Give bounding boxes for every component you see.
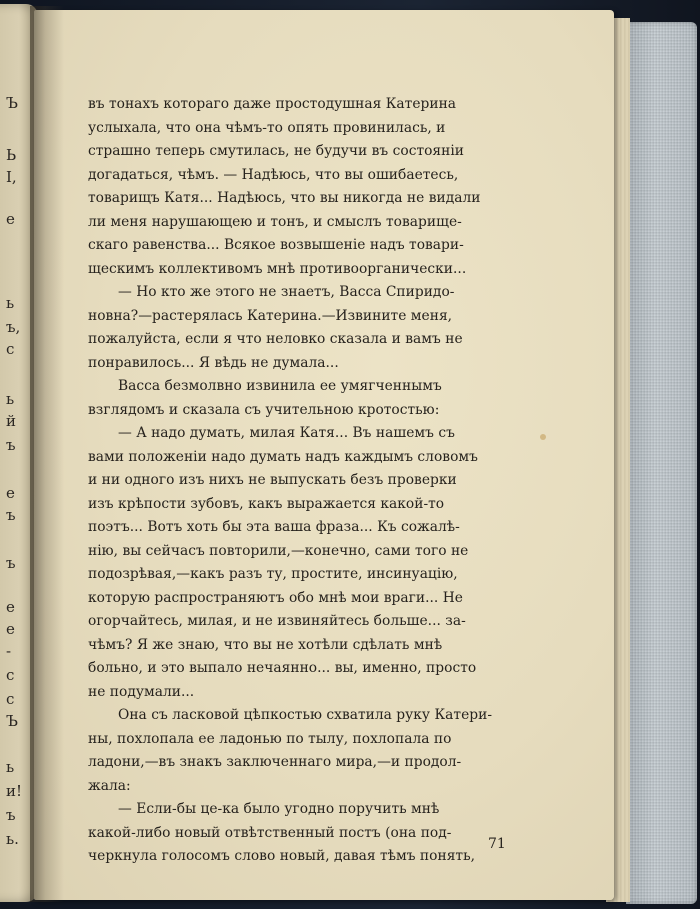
- left-fragment: с: [6, 340, 15, 358]
- left-fragment: ь: [6, 294, 15, 312]
- text-line: какой-либо новый отвѣтственный постъ (она под-: [88, 824, 452, 841]
- left-fragment: й: [6, 412, 16, 430]
- text-line: страшно теперь смутилась, не будучи въ состояніи: [88, 143, 465, 159]
- text-line: черкнула голосомъ слово новый, давая тѣмъ понять,: [88, 848, 476, 864]
- left-fragment: е: [6, 598, 15, 616]
- text-line: новна?—растерялась Катерина.—Извините меня,: [88, 307, 453, 324]
- left-fragment: е: [6, 210, 15, 228]
- left-fragment: ъ: [6, 436, 16, 454]
- text-line: Она съ ласковой цѣпкостью схватила руку Катери-: [118, 707, 493, 723]
- left-fragment: Ь: [6, 146, 17, 164]
- text-line: щескимъ коллективомъ мнѣ противоорганически...: [88, 260, 467, 277]
- left-fragment: ь: [6, 758, 15, 776]
- left-fragment: ъ: [6, 506, 16, 524]
- left-fragment: -: [6, 642, 12, 660]
- text-line: нію, вы сейчасъ повторили,—конечно, сами того не: [88, 542, 469, 559]
- left-fragment: ъ: [6, 554, 16, 572]
- page-gutter-shadow: [30, 6, 64, 902]
- left-fragment: Ъ: [6, 712, 18, 730]
- left-fragment: І,: [6, 168, 17, 186]
- text-line: чѣмъ? Я же знаю, что вы не хотѣли сдѣлать мнѣ: [88, 636, 443, 653]
- text-line: которую распространяютъ обо мнѣ мои враги... Не: [88, 589, 463, 606]
- text-line: изъ крѣпости зубовъ, какъ выражается какой-то: [88, 495, 445, 512]
- text-line: и ни одного изъ нихъ не выпускать безъ проверки: [88, 472, 457, 488]
- page-text: [88, 93, 623, 869]
- left-fragment: с: [6, 690, 15, 708]
- text-line: — Но кто же этого не знаетъ, Васса Спиридо-: [118, 284, 455, 300]
- text-line: не подумали...: [88, 683, 195, 700]
- page-number: 71: [488, 836, 506, 852]
- book-cover-edge: [626, 22, 697, 904]
- text-line: товарищъ Катя... Надѣюсь, что вы никогда не видали: [88, 190, 481, 206]
- text-line: услыхала, что она чѣмъ-то опять провинилась, и: [88, 119, 446, 136]
- text-line: догадаться, чѣмъ. — Надѣюсь, что вы ошибаетесь,: [88, 166, 459, 183]
- text-line: взглядомъ и сказала съ учительною кротостью:: [88, 401, 440, 418]
- text-line: ли меня нарушающею и тонъ, и смыслъ товарище-: [88, 213, 462, 230]
- text-line: подозрѣвая,—какъ разъ ту, простите, инсинуацію,: [88, 566, 458, 582]
- text-line: ладони,—въ знакъ заключеннаго мира,—и продол-: [88, 754, 462, 770]
- left-fragment: ъ: [6, 806, 16, 824]
- left-fragment: ь.: [6, 830, 19, 848]
- left-fragment: Ъ: [6, 94, 18, 112]
- text-line: пожалуйста, если я что неловко сказала и вамъ не: [88, 331, 463, 347]
- text-line: ны, похлопала ее ладонью по тылу, похлопала по: [88, 730, 452, 747]
- text-line: поэтъ... Вотъ хоть бы эта ваша фраза... Къ сожалѣ-: [88, 519, 460, 535]
- text-line: Васса безмолвно извинила ее умягченнымъ: [118, 378, 442, 394]
- text-line: — Если-бы це-ка было угодно поручить мнѣ: [118, 801, 440, 817]
- text-line: скаго равенства... Всякое возвышеніе надъ товари-: [88, 237, 464, 253]
- text-line: — А надо думать, милая Катя... Въ нашемъ съ: [118, 425, 455, 441]
- left-fragment: е: [6, 620, 15, 638]
- left-fragment: и!: [6, 782, 23, 800]
- text-line: огорчайтесь, милая, и не извиняйтесь больше... за-: [88, 613, 466, 629]
- left-fragment: ь: [6, 390, 15, 408]
- left-fragment: ъ,: [6, 318, 21, 336]
- text-line: въ тонахъ котораго даже простодушная Катерина: [88, 96, 457, 112]
- text-line: вами положеніи надо думать надъ каждымъ словомъ: [88, 448, 478, 465]
- text-line: жала:: [88, 777, 131, 794]
- text-line: понравилось... Я вѣдь не думала...: [88, 354, 339, 371]
- left-fragment: е: [6, 484, 15, 502]
- left-fragment: с: [6, 666, 15, 684]
- paper-stain: [540, 434, 546, 440]
- text-line: больно, и это выпало нечаянно... вы, именно, просто: [88, 660, 477, 676]
